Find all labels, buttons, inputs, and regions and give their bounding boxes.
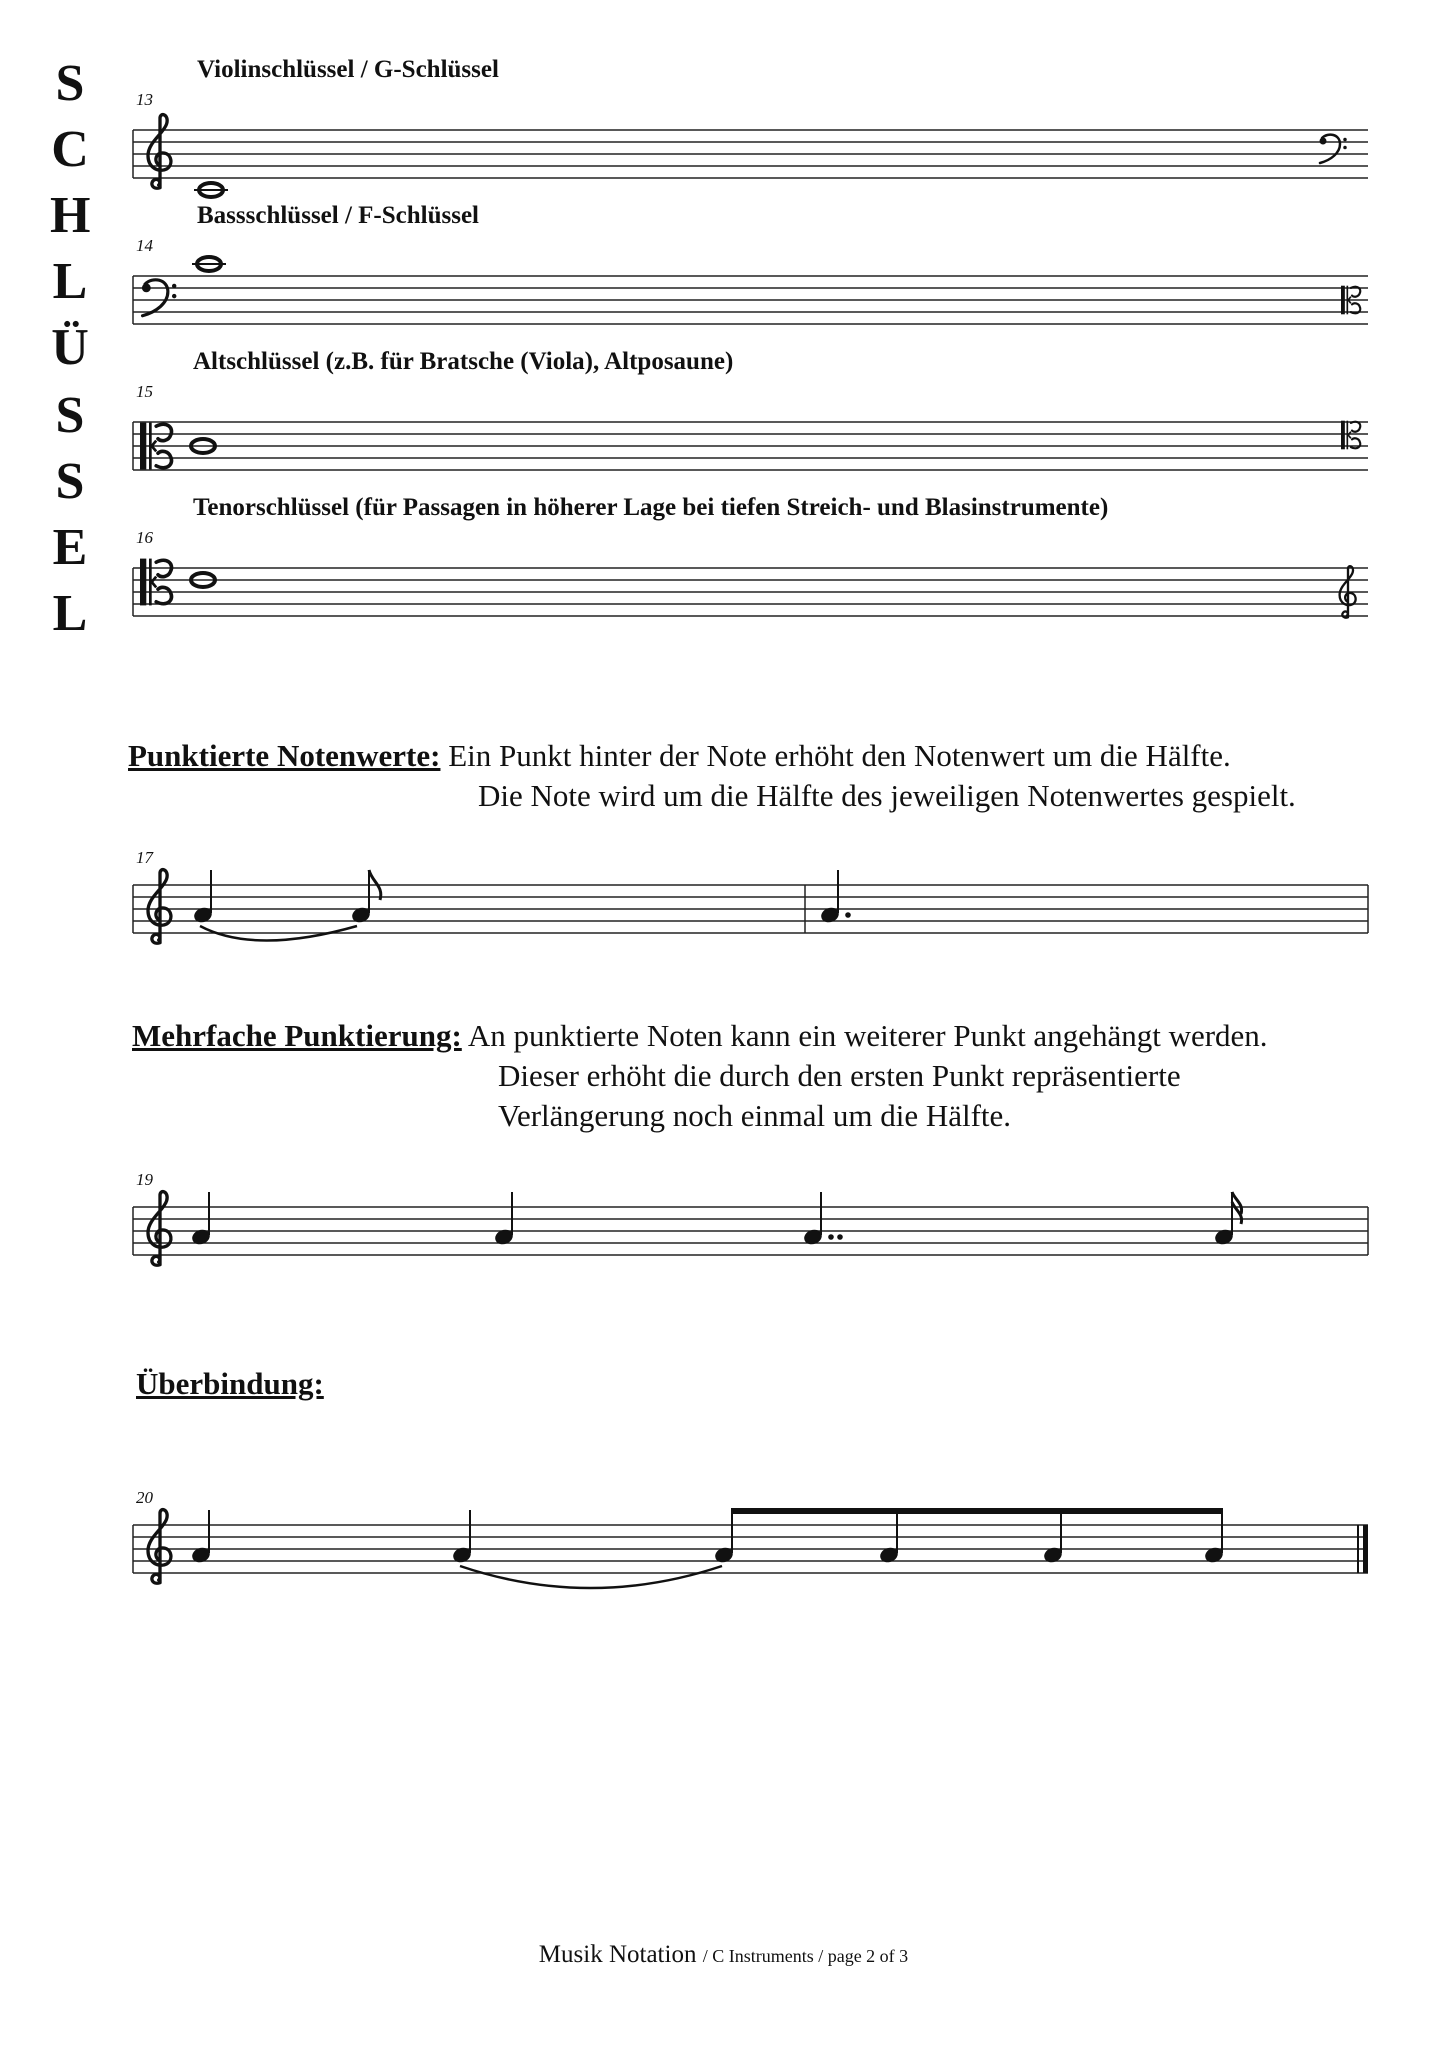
tie-curve	[460, 1566, 722, 1588]
dotted-line-2: Die Note wird um die Hälfte des jeweiligen Notenwertes gespielt.	[478, 778, 1296, 813]
staff-double-dotted	[133, 1207, 1368, 1255]
beam	[731, 1508, 1223, 1514]
staff-tie	[133, 1525, 1368, 1573]
measure-number: 17	[136, 848, 153, 867]
footer-title: Musik Notation	[538, 1941, 697, 1968]
side-title-letter: S	[55, 453, 85, 510]
clef-caption-bass: Bassschlüssel / F-Schlüssel	[197, 202, 480, 229]
measure-number: 15	[136, 382, 153, 401]
measure-number: 16	[136, 528, 153, 547]
bass-clef-icon	[1320, 135, 1347, 163]
double-dotted-heading: Mehrfache Punktierung:	[132, 1018, 462, 1053]
whole-note	[194, 183, 228, 197]
bass-clef-icon	[142, 280, 177, 316]
double-dotted-line-1: An punktierte Noten kann ein weiterer Punkt angehängt werden.	[467, 1018, 1268, 1053]
double-dotted-line-2: Dieser erhöht die durch den ersten Punkt repräsentierte	[498, 1058, 1181, 1093]
measure-number: 19	[136, 1170, 153, 1189]
treble-clef-icon	[148, 1510, 171, 1584]
measure-number: 20	[136, 1488, 153, 1507]
side-title-letter: L	[52, 253, 88, 310]
staff-dotted	[133, 885, 1368, 933]
staff-treble-example	[133, 130, 1368, 178]
side-title-letter: S	[55, 55, 85, 112]
measure-number: 14	[136, 236, 153, 255]
treble-clef-icon	[148, 115, 171, 189]
page-footer	[0, 1941, 1447, 1969]
tie-heading: Überbindung:	[136, 1366, 324, 1401]
dotted-line-1: Ein Punkt hinter der Note erhöht den Notenwert um die Hälfte.	[448, 738, 1231, 773]
dotted-heading: Punktierte Notenwerte:	[128, 738, 441, 773]
staff-tenor-example	[133, 568, 1368, 616]
treble-clef-icon	[148, 870, 171, 944]
side-title-letter: C	[51, 121, 89, 178]
staff-bass-example	[133, 276, 1368, 324]
clef-caption-tenor: Tenorschlüssel (für Passagen in höherer Lage bei tiefen Streich- und Blasinstrumente)	[193, 494, 1109, 521]
measure-number: 13	[136, 90, 153, 109]
side-title-letter: E	[52, 519, 88, 576]
footer-subtitle: / C Instruments / page 2 of 3	[702, 1946, 909, 1966]
side-title-letter: H	[50, 187, 91, 244]
treble-clef-icon	[148, 1192, 171, 1266]
tenor-clef-icon	[140, 559, 172, 606]
side-title-letter: S	[55, 387, 85, 444]
side-title-letter: L	[52, 585, 88, 642]
staff-alto-example	[133, 422, 1368, 470]
double-dotted-line-3: Verlängerung noch einmal um die Hälfte.	[498, 1098, 1012, 1133]
clef-caption-alto: Altschlüssel (z.B. für Bratsche (Viola), Altposaune)	[193, 348, 734, 375]
whole-note	[192, 257, 226, 271]
tenor-clef-icon	[1341, 421, 1360, 450]
side-title-letter: Ü	[51, 319, 89, 376]
clef-caption-treble: Violinschlüssel / G-Schlüssel	[197, 56, 499, 83]
